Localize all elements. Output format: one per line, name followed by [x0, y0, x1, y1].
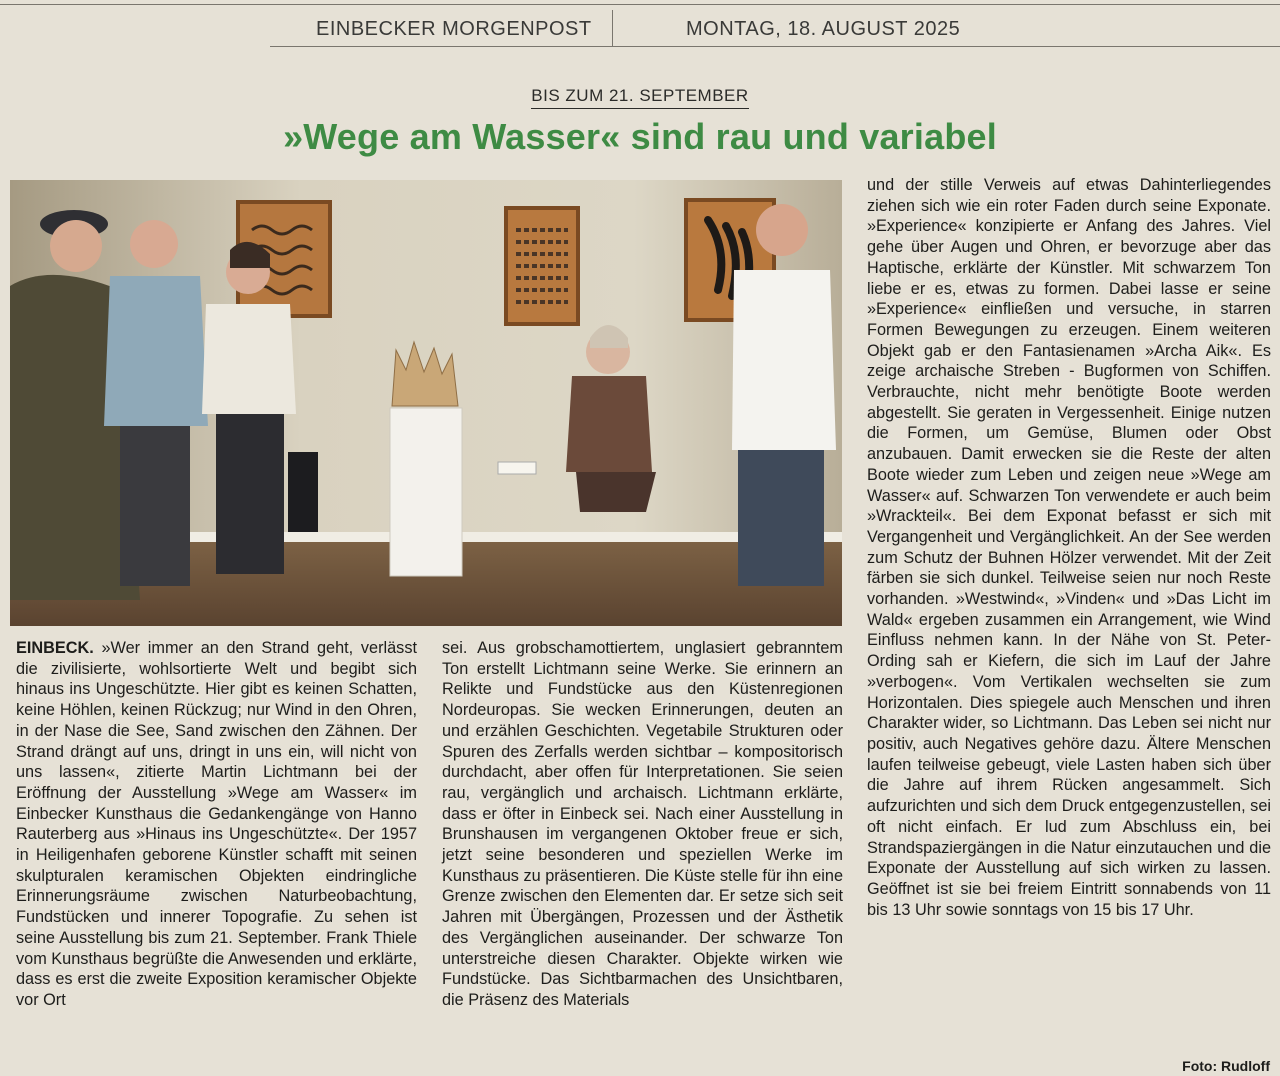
- article-kicker: [0, 86, 1280, 106]
- page-header: [0, 0, 1280, 48]
- article-column-3: und der stille Verweis auf etwas Dahinterliegendes ziehen sich wie ein roter Faden durch seine Exponate. »Experience« konzipierte er Anfang des Jahres. Viel gehe über Augen und Ohren, er bevorzuge aber das Haptische, erklärte der Künstler. Mit schwarzem Ton liebe er es, etwas zu formen. Dabei lasse er seine »Experience« einfließen und versuche, in starren Formen Bewegungen zu erzeugen. Einem weiteren Objekt gab er den Fantasienamen »Archa Aik«. Es zeige archaische Streben - Bugformen von Schiffen. Verbrauchte, nicht mehr benötigte Boote werden abgestellt. Sie geraten in Vergessenheit. Einige nutzen die Formen, um Gemüse, Blumen oder Obst anzubauen. Damit erwecken sie die Reste der alten Boote wieder zum Leben und zeigen neue »Wege am Wasser« auf. Schwarzen Ton verwendete er auch beim »Wrackteil«. Bei dem Exponat befasst er sich mit Vergangenheit und Vergänglichkeit. An der See werden zum Schutz der Buhnen Hölzer verwendet. Mit der Zeit färben sie sich dunkel. Teilweise seien nur noch Reste vorhanden. »Westwind«, »Vinden« und »Das Licht im Wald« ergeben zusammen ein Arrangement, wie Wind Einfluss nehmen kann. In der Nähe von St. Peter-Ording sah er Kiefern, die sich im Lauf der Jahre »verbogen«. Vom Vertikalen wechselten sie zum Horizontalen. Dies spiegele auch Menschen und ihren Charakter wider, so Lichtmann. Das Leben sei nicht nur positiv, auch Negatives gehöre dazu. Ältere Menschen laufen teilweise gebeugt, viele Lasten haben sich über die Jahre auf ihrem Rücken angesammelt. Sich aufzurichten und sich dem Druck entgegenzustellen, sei oft nicht einfach. Er lud zum Abschluss ein, bei Strandspaziergängen in die Natur einzutauchen und die Exponate der Ausstellung auf sich wirken zu lassen. Geöffnet ist sie bei freiem Eintritt sonnabends von 11 bis 13 Uhr sowie sonntags von 15 bis 17 Uhr.: [867, 176, 1271, 919]
- dateline: EINBECK.: [16, 639, 94, 657]
- article-column-2: sei. Aus grobschamottiertem, unglasiert gebranntem Ton erstellt Lichtmann seine Werke. Sie erinnern an Relikte und Fundstücke aus den Küstenregionen Nordeuropas. Sie wecken Erinnerungen, deuten an und erzählen Geschichten. Vegetabile Strukturen oder Spuren des Zerfalls werden sichtbar – kompositorisch durchdacht, aber offen für Interpretationen. Sie seien rau, vergänglich und archaisch. Lichtmann erklärte, dass er öfter in Einbeck sei. Nach einer Ausstellung in Brunshausen im vergangenen Oktober freue er sich, jetzt seine besonderen und speziellen Werke im Kunsthaus zu präsentieren. Die Küste stelle für ihn eine Grenze zwischen den Elementen dar. Er setze sich seit Jahren mit Übergängen, Prozessen und der Ästhetik des Vergänglichen auseinander. Der schwarze Ton unterstreiche diesen Charakter. Objekte wirken wie Fundstücke. Das Sichtbarmachen des Unsichtbaren, die Präsenz des Materials: [442, 639, 843, 1009]
- exhibition-photo: [10, 180, 842, 626]
- plinth-sculpture: [390, 342, 462, 576]
- article-headline: »Wege am Wasser« sind rau und variabel: [283, 116, 997, 157]
- header-rule-bottom: [270, 46, 1280, 47]
- photo-credit: Foto: Rudloff: [1182, 1058, 1270, 1074]
- article-column-1: [16, 638, 417, 1011]
- column-1-text: »Wer immer an den Strand geht, verlässt die zivilisierte, wohlsortierte Welt und begibt sich hinaus ins Ungeschützte. Hier gibt es keinen Schatten, keine Höhlen, keinen Rückzug; nur Wind in den Ohren, in der Nase die See, Sand zwischen den Zähnen. Der Strand drängt auf uns, dringt in uns ein, will nicht von uns lassen«, zitierte Martin Lichtmann bei der Eröffnung der Ausstellung »Wege am Wasser« im Einbecker Kunsthaus die Gedankengänge von Hanno Rauterberg aus »Hinaus ins Ungeschützte«. Der 1957 in Heiligenhafen geborene Künstler schafft mit seinen skulpturalen keramischen Objekten eindringliche Erinnerungsräume zwischen Naturbeobachtung, Fundstücken und innerer Topografie. Zu sehen ist seine Ausstellung bis zum 21. September. Frank Thiele vom Kunsthaus begrüßte die Anwesenden und erklärte, dass es erst die zweite Exposition keramischer Objekte vor Ort: [16, 639, 417, 1009]
- newspaper-name: EINBECKER MORGENPOST: [316, 18, 592, 40]
- header-separator: [612, 10, 613, 46]
- kicker-text: BIS ZUM 21. SEPTEMBER: [531, 86, 748, 109]
- header-rule-top: [0, 4, 1280, 5]
- issue-date: MONTAG, 18. AUGUST 2025: [686, 18, 961, 40]
- photo-illustration: [10, 180, 842, 626]
- wall-artwork-center: [506, 208, 578, 324]
